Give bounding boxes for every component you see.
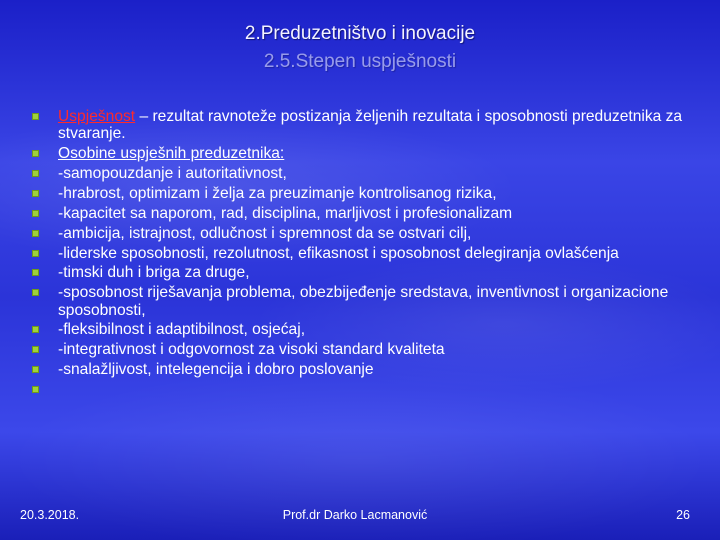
list-item [30,205,690,222]
bullet-icon [32,113,39,120]
list-item [30,225,690,242]
list-item-text: -integrativnost i odgovornost za visoki standard kvaliteta [58,341,445,359]
bullet-icon [32,386,39,393]
list-item [30,264,690,281]
list-item [30,108,690,142]
footer-date: 20.3.2018. [20,508,80,522]
list-item [30,321,690,338]
list-item-text [58,381,62,398]
bullet-icon [32,269,39,276]
list-item [30,381,690,398]
list-item [30,145,690,162]
title-line-1: 2.Preduzetništvo i inovacije [244,23,476,44]
list-item-text: -timski duh i briga za druge, [58,264,250,282]
bullet-icon [32,170,39,177]
list-item-text: -fleksibilnost i adaptibilnost, osjećaj, [58,321,306,339]
page-number: 26 [676,508,690,522]
bullet-list [30,108,690,401]
bullet-icon [32,210,39,217]
list-item-text: -ambicija, istrajnost, odlučnost i spremnost da se ostvari cilj, [58,224,472,242]
highlight-term: Uspješnost [58,108,136,125]
list-item-text: Osobine uspješnih preduzetnika: [58,145,285,163]
list-item-text: -sposobnost riješavanja problema, obezbijeđenje sredstava, inventivnost i organizacione sposobnosti, [58,284,669,319]
list-item-text: -liderske sposobnosti, rezolutnost, efikasnost i sposobnost delegiranja ovlašćenja [58,244,619,262]
list-item-text: -hrabrost, optimizam i želja za preuzimanje kontrolisanog rizika, [58,184,497,202]
list-item [30,284,690,318]
list-item [30,361,690,378]
footer [20,508,690,522]
bullet-icon [32,346,39,353]
list-item-text: -samopouzdanje i autoritativnost, [58,164,287,182]
bullet-icon [32,366,39,373]
list-item [30,165,690,182]
slide-title [0,20,720,76]
bullet-icon [32,250,39,257]
bullet-icon [32,230,39,237]
bullet-icon [32,289,39,296]
list-item [30,341,690,358]
footer-author: Prof.dr Darko Lacmanović [282,508,428,522]
bullet-icon [32,326,39,333]
list-item-text: -kapacitet sa naporom, rad, disciplina, marljivost i profesionalizam [58,204,513,222]
bullet-icon [32,150,39,157]
list-item-text: -snalažljivost, intelegencija i dobro poslovanje [58,361,374,379]
title-line-2: 2.5.Stepen uspješnosti [263,51,457,72]
list-item-text: – rezultat ravnoteže postizanja željenih rezultata i sposobnosti preduzetnika za stvaranje. [58,108,683,143]
list-item [30,185,690,202]
bullet-icon [32,190,39,197]
list-item [30,245,690,262]
